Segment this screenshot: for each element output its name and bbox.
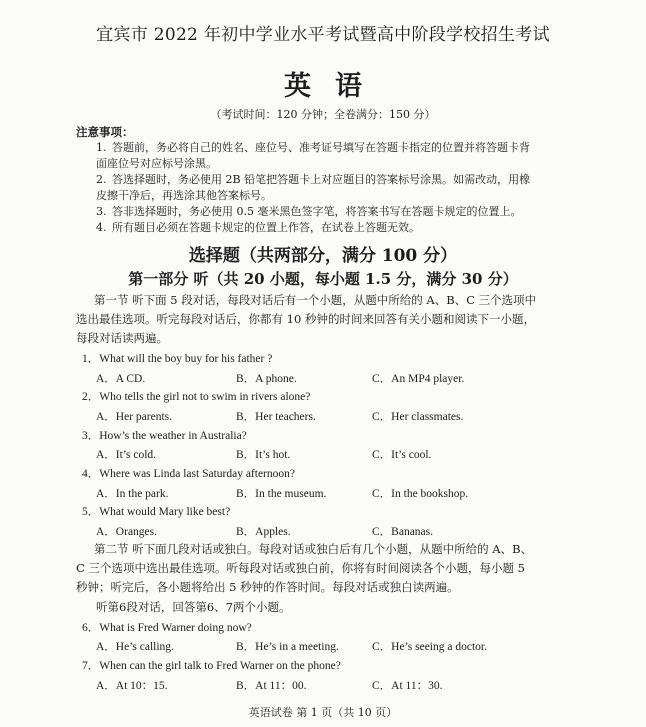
option-b: B．He’s in a meeting. <box>236 641 339 653</box>
option-b: B．Apples. <box>236 526 291 538</box>
exam-title: 宜宾市 2022 年初中学业水平考试暨高中阶段学校招生考试 <box>96 25 550 45</box>
option-c: C．Bananas. <box>372 526 434 538</box>
notice-item-text: 答选择题时，务必使用 2B 铅笔把答题卡上对应题目的答案标号涂黑。如需改动，用橡皮擦干净后，再选涂其他答案标号。 <box>96 173 531 202</box>
option-c: C．An MP4 player. <box>372 373 465 385</box>
question-2: 2．Who tells the girl not to swim in rivers alone? <box>82 391 311 403</box>
option-a: A．It’s cold. <box>96 449 157 461</box>
notice-item-text: 答题前，务必将自己的姓名、座位号、准考证号填写在答题卡指定的位置并将答题卡背面座位号对应标号涂黑。 <box>96 141 530 170</box>
notice-item <box>96 172 534 204</box>
question-3: 3．How’s the weather in Australia? <box>82 430 247 442</box>
option-b: B．It’s hot. <box>236 449 291 461</box>
option-a: A．Oranges. <box>96 526 157 538</box>
notice-item-text: 答非选择题时，务必使用 0.5 毫米黑色签字笔，将答案书写在答题卡规定的位置上。 <box>112 205 522 218</box>
option-a: A．Her parents. <box>96 411 173 423</box>
part1-section1-intro: 第一节 听下面 5 段对话，每段对话后有一个小题，从题中所给的 A、B、C 三个选项中选出最佳选项。听完每段对话后，你都有 10 秒钟的时间来回答有关小题和阅读下一小题，每段对话读两遍。 <box>76 293 537 345</box>
notice-item-text: 所有题目必须在答题卡规定的位置上作答，在试卷上答题无效。 <box>112 221 420 234</box>
question-5: 5．What would Mary like best? <box>82 506 231 518</box>
notice-item <box>96 204 521 220</box>
question-6: 6．What is Fred Warner doing now? <box>82 622 252 634</box>
part1-heading: 第一部分 听（共 20 小题，每小题 1.5 分，满分 30 分） <box>128 270 518 288</box>
part1-section2-intro: 第二节 听下面几段对话或独白。每段对话或独白后有几个小题，从题中所给的 A、B、C 三个选项中选出最佳选项。听每段对话或独白前，你将有时间阅读各个小题，每小题 5 秒钟；听完后，各小题将给出 5 秒钟的作答时间。每段对话或独白读两遍。 <box>76 542 533 594</box>
subject-title: 英语 <box>284 71 386 102</box>
option-c: C．In the bookshop. <box>372 488 469 500</box>
option-b: B．A phone. <box>236 373 297 385</box>
notice-item-number: 3. <box>96 205 107 218</box>
option-a: A．A CD. <box>96 373 146 385</box>
dialogue-6-note: 听第6段对话，回答第6、7两个小题。 <box>96 600 291 614</box>
option-a: A．He’s calling. <box>96 641 174 653</box>
notice-item <box>96 140 534 172</box>
question-7: 7．When can the girl talk to Fred Warner on the phone? <box>82 660 341 672</box>
option-b: B．In the museum. <box>236 488 327 500</box>
notice-item <box>96 220 420 236</box>
notice-item-number: 1. <box>96 141 107 154</box>
option-a: A．In the park. <box>96 488 169 500</box>
exam-meta: （考试时间：120 分钟；全卷满分：150 分） <box>210 108 436 121</box>
notice-item-number: 4. <box>96 221 107 234</box>
section-heading: 选择题（共两部分，满分 100 分） <box>188 246 458 266</box>
option-b: B．At 11：00. <box>236 680 307 692</box>
option-c: C．Her classmates. <box>372 411 464 423</box>
option-c: C．He’s seeing a doctor. <box>372 641 487 653</box>
option-c: C．At 11：30. <box>372 680 443 692</box>
option-c: C．It’s cool. <box>372 449 432 461</box>
page-footer: 英语试卷 第 1 页（共 10 页） <box>248 706 398 719</box>
notice-heading: 注意事项： <box>76 125 134 139</box>
question-1: 1．What will the boy buy for his father ? <box>82 353 273 365</box>
notice-item-number: 2. <box>96 173 107 186</box>
option-b: B．Her teachers. <box>236 411 316 423</box>
option-a: A．At 10：15. <box>96 680 168 692</box>
question-4: 4．Where was Linda last Saturday afternoon? <box>82 468 295 480</box>
